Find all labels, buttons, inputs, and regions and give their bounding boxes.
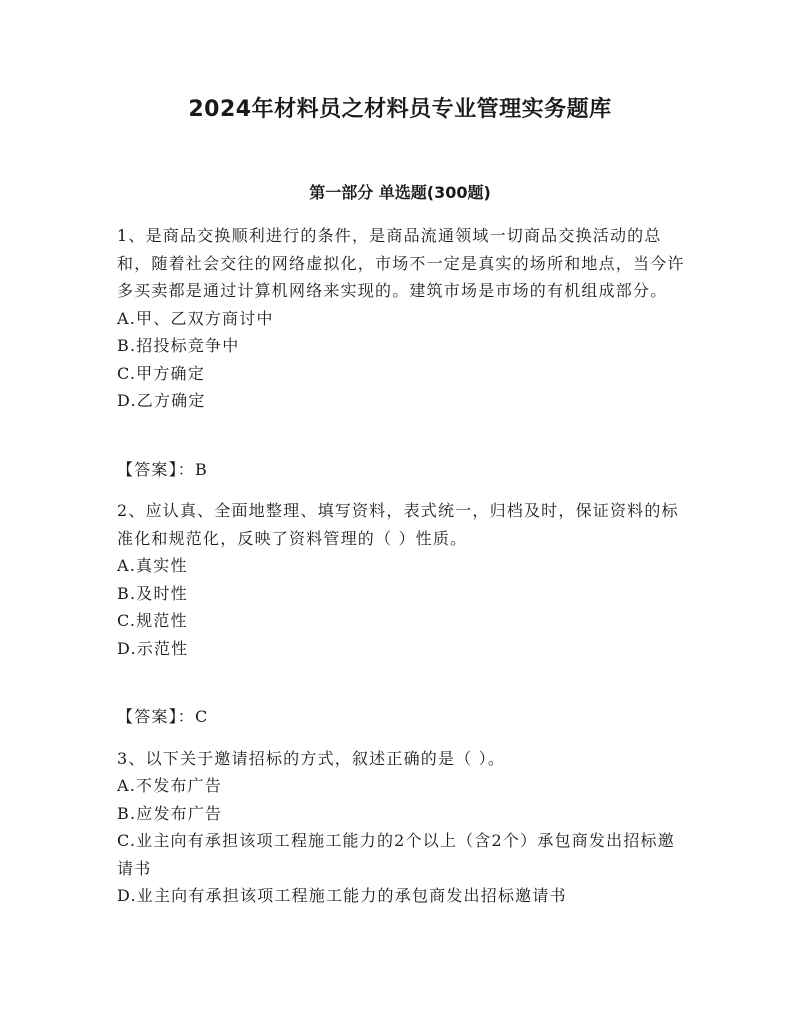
option-a: A.真实性 — [117, 556, 188, 575]
option-b: B.应发布广告 — [117, 803, 223, 823]
answer-line: 【答案】：C — [117, 707, 209, 726]
question-stem: 3、以下关于邀请招标的方式，叙述正确的是（ ）。 — [117, 748, 506, 768]
option-c: C.规范性 — [117, 611, 188, 630]
document-title: 2024年材料员之材料员专业管理实务题库 — [188, 97, 612, 122]
option-c: C.业主向有承担该项工程施工能力的2个以上（含2个）承包商发出招标邀请书 — [117, 831, 675, 878]
option-d: D.业主向有承担该项工程施工能力的承包商发出招标邀请书 — [117, 886, 567, 905]
option-b: B.招投标竞争中 — [117, 336, 240, 355]
question-2 — [117, 497, 687, 745]
answer-line: 【答案】：B — [117, 459, 208, 479]
option-a: A.甲、乙双方商讨中 — [117, 308, 274, 328]
question-list — [117, 222, 687, 910]
option-a: A.不发布广告 — [117, 776, 223, 795]
section-heading: 第一部分 单选题(300题) — [309, 183, 491, 202]
option-b: B.及时性 — [117, 583, 188, 603]
question-stem: 2、应认真、全面地整理、填写资料，表式统一，归档及时，保证资料的标准化和规范化，反映了资料管理的（ ）性质。 — [117, 501, 679, 548]
option-d: D.乙方确定 — [117, 391, 206, 410]
question-1 — [117, 222, 687, 497]
question-stem: 1、是商品交换顺利进行的条件，是商品流通领域一切商品交换活动的总和，随着社会交往的网络虚拟化，市场不一定是真实的场所和地点，当今许多买卖都是通过计算机网络来实现的。建筑市场是市场的有机组成部分。 — [117, 226, 685, 300]
option-c: C.甲方确定 — [117, 363, 205, 383]
option-d: D.示范性 — [117, 638, 189, 658]
question-3 — [117, 745, 687, 910]
